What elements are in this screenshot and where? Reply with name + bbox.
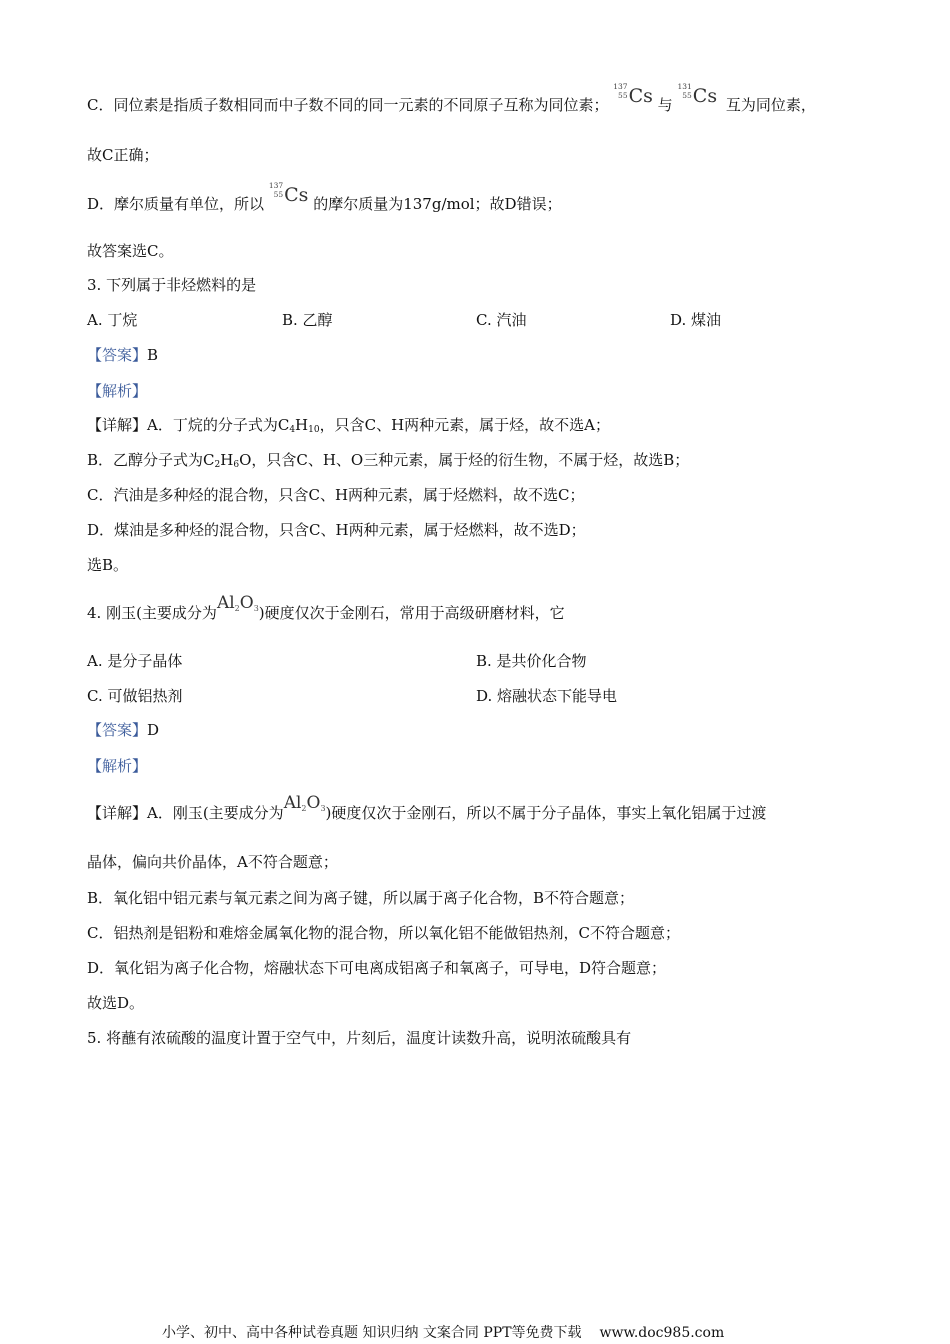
q3-detail-c: C．汽油是多种烃的混合物，只含C、H两种元素，属于烃燃料，故不选C； [87,486,585,504]
q4-option-c: C. 可做铝热剂 [87,687,183,705]
q4-answer: 【答案】D [87,721,160,739]
q4-analysis-tag: 【解析】 [87,757,148,775]
q2-answer-line: 故答案选C。 [87,242,174,260]
q2-option-c-explanation: C．同位素是指质子数相同而中子数不同的同一元素的不同原子互称为同位素； 137 55 Cs 与 131 55 Cs 互为同位素， [87,82,816,114]
q3-answer: 【答案】B [87,346,159,364]
q3-detail-d: D．煤油是多种烃的混合物，只含C、H两种元素，属于烃燃料，故不选D； [87,521,586,539]
q3-stem: 3. 下列属于非烃燃料的是 [87,276,257,294]
answer-tag: 【答案】 [87,346,148,364]
q4-option-d: D. 熔融状态下能导电 [476,687,618,705]
cs-131-nuclide: 131 55 Cs [677,82,718,107]
q4-detail-d: D．氧化铝为离子化合物，熔融状态下可电离成铝离子和氧离子，可导电，D符合题意； [87,959,667,977]
q4-detail-c: C．铝热剂是铝粉和难熔金属氧化物的混合物，所以氧化铝不能做铝热剂，C不符合题意； [87,924,680,942]
footer-text: 小学、初中、高中各种试卷真题 知识归纳 文案合同 PPT等免费下载 [162,1325,582,1341]
q3-option-c: C. 汽油 [476,311,527,329]
q3-conclusion: 选B。 [87,556,129,574]
al2o3-formula: $Al_2O_3$ [216,593,259,613]
q4-detail-b: B．氧化铝中铝元素与氧元素之间为离子键，所以属于离子化合物，B不符合题意； [87,889,635,907]
cs-137-nuclide: 137 55 Cs [613,82,653,107]
q4-conclusion: 故选D。 [87,994,145,1012]
cs-137-nuclide: 137 55 Cs [268,181,309,206]
q4-option-b: B. 是共价化合物 [476,652,587,670]
answer-tag: 【答案】 [87,721,148,739]
q5-stem: 5. 将蘸有浓硫酸的温度计置于空气中，片刻后，温度计读数升高，说明浓硫酸具有 [87,1029,632,1047]
q4-detail-a: 【详解】A．刚玉(主要成分为$Al_2O_3$)硬度仅次于金刚石，所以不属于分子晶体，事实上氧化铝属于过渡 [87,793,767,822]
q3-detail-a: 【详解】A．丁烷的分子式为$C_4H_{10}$，只含C、H两种元素，属于烃，故不选A； [87,416,610,435]
q4-option-a: A. 是分子晶体 [87,652,183,670]
q2-option-d-explanation: D．摩尔质量有单位，所以 137 55 Cs 的摩尔质量为137g/mol；故D错误； [87,181,562,213]
q4-detail-a-continuation: 晶体，偏向共价晶体，A不符合题意； [87,853,338,871]
q3-analysis-tag: 【解析】 [87,382,148,400]
q2-option-c-continuation: 故C正确； [87,146,159,164]
q3-option-b: B. 乙醇 [282,311,333,329]
q3-option-a: A. 丁烷 [87,311,138,329]
page-footer [162,1322,724,1342]
al2o3-formula: $Al_2O_3$ [283,793,326,813]
q4-stem: 4. 刚玉(主要成分为$Al_2O_3$)硬度仅次于金刚石，常用于高级研磨材料，它 [87,593,565,622]
footer-url[interactable]: www.doc985.com [599,1325,725,1341]
q3-detail-b: B．乙醇分子式为$C_2H_6O$，只含C、H、O三种元素，属于烃的衍生物，不属于烃，故选B； [87,451,690,470]
q3-option-d: D. 煤油 [670,311,722,329]
